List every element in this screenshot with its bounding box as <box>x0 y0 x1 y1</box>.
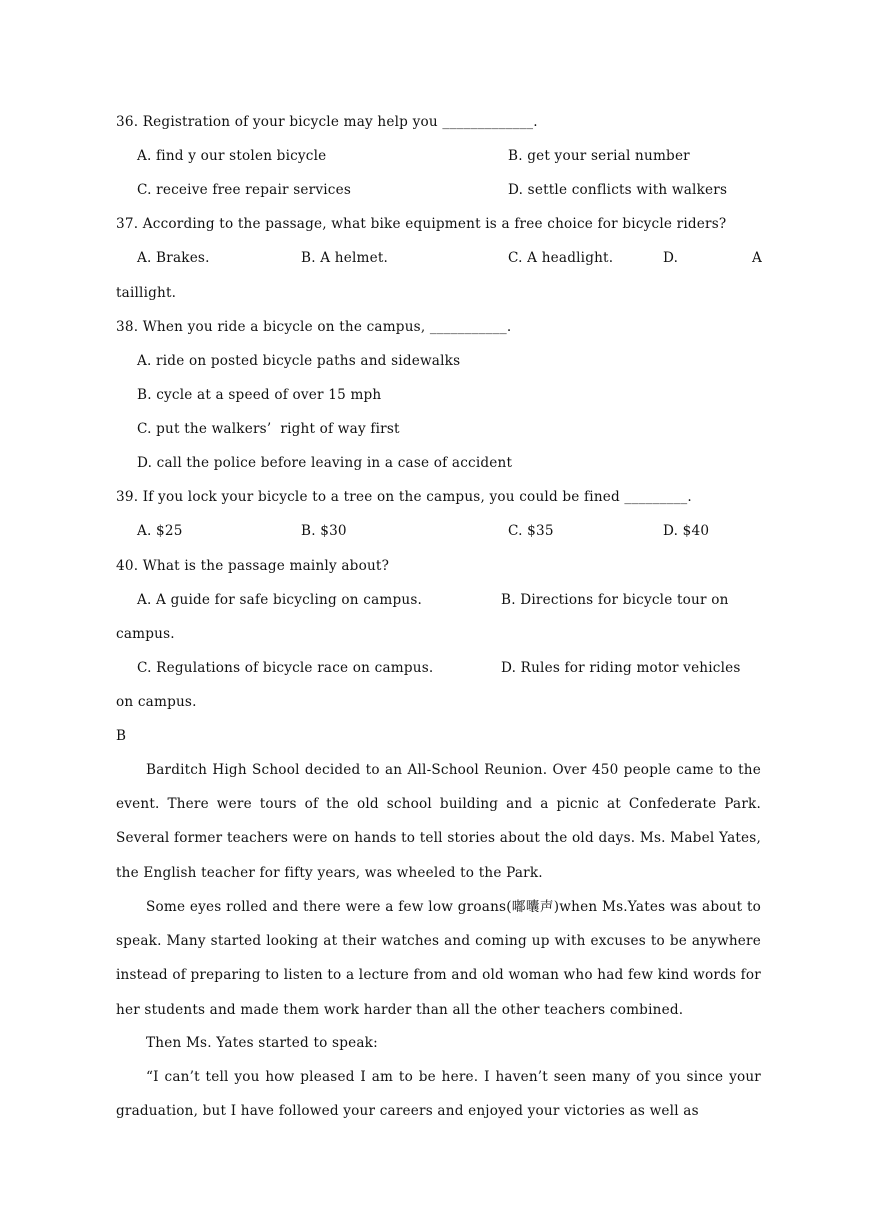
option-37-d-prefix: D. <box>663 250 679 266</box>
question-38-stem: 38. When you ride a bicycle on the campus, ___________. <box>116 319 512 335</box>
section-label: B <box>116 728 127 744</box>
question-39-stem: 39. If you lock your bicycle to a tree on the campus, you could be fined _________. <box>116 489 692 505</box>
option-40-d: D. Rules for riding motor vehicles <box>501 660 741 676</box>
passage-paragraph-4 <box>116 1060 761 1128</box>
question-37-stem: 37. According to the passage, what bike equipment is a free choice for bicycle riders? <box>116 216 727 232</box>
option-38-d: D. call the police before leaving in a case of accident <box>137 455 513 471</box>
option-40-b-wrap: campus. <box>116 626 175 642</box>
question-36-stem: 36. Registration of your bicycle may help you _____________. <box>116 114 538 130</box>
option-38-a: A. ride on posted bicycle paths and sidewalks <box>137 353 461 369</box>
passage-paragraph-1-text: Barditch High School decided to an All-School Reunion. Over 450 people came to the event. There were tours of the old school building and a picnic at Confederate Park. Several former teachers were on hands to tell stories about the old days. Ms. Mabel Yates, the English teacher for fifty years, was wheeled to the Park. <box>116 762 761 881</box>
question-36-options-2 <box>116 182 761 202</box>
option-37-d-wrap: taillight. <box>116 285 177 301</box>
option-37-a: A. Brakes. <box>137 250 210 266</box>
option-38-c: C. put the walkers’ right of way first <box>137 421 400 437</box>
passage-paragraph-2 <box>116 890 761 1027</box>
option-39-d: D. $40 <box>663 523 710 539</box>
option-39-a: A. $25 <box>137 523 183 539</box>
question-40-options <box>116 592 761 612</box>
option-40-c: C. Regulations of bicycle race on campus. <box>137 660 434 676</box>
option-38-b: B. cycle at a speed of over 15 mph <box>137 387 382 403</box>
question-40-stem: 40. What is the passage mainly about? <box>116 558 390 574</box>
question-36-options <box>116 148 761 168</box>
option-36-a: A. find y our stolen bicycle <box>137 148 327 164</box>
option-36-d: D. settle conflicts with walkers <box>508 182 728 198</box>
option-39-b: B. $30 <box>301 523 347 539</box>
passage-paragraph-4-text: “I can’t tell you how pleased I am to be here. I haven’t seen many of you since your graduation, but I have followed your careers and enjoyed your victories as well as <box>116 1069 761 1120</box>
option-37-b: B. A helmet. <box>301 250 389 266</box>
option-36-b: B. get your serial number <box>508 148 690 164</box>
option-37-d-word: A <box>752 250 763 266</box>
option-40-b: B. Directions for bicycle tour on <box>501 592 729 608</box>
question-37-options <box>116 250 761 270</box>
question-39-options <box>116 523 761 543</box>
option-37-c: C. A headlight. <box>508 250 614 266</box>
option-39-c: C. $35 <box>508 523 554 539</box>
passage-paragraph-2-text: Some eyes rolled and there were a few low groans(嘟囔声)when Ms.Yates was about to speak. Many started looking at their watches and coming up with excuses to be anywhere instead of preparing to listen to a lecture from and old woman who had few kind words for her students and made them work harder than all the other teachers combined. <box>116 899 761 1018</box>
passage-paragraph-1 <box>116 753 761 890</box>
passage-paragraph-3 <box>116 1026 761 1060</box>
option-40-d-wrap: on campus. <box>116 694 197 710</box>
option-40-a: A. A guide for safe bicycling on campus. <box>137 592 423 608</box>
passage-paragraph-3-text: Then Ms. Yates started to speak: <box>146 1035 378 1051</box>
question-40-options-2 <box>116 660 761 680</box>
option-36-c: C. receive free repair services <box>137 182 351 198</box>
